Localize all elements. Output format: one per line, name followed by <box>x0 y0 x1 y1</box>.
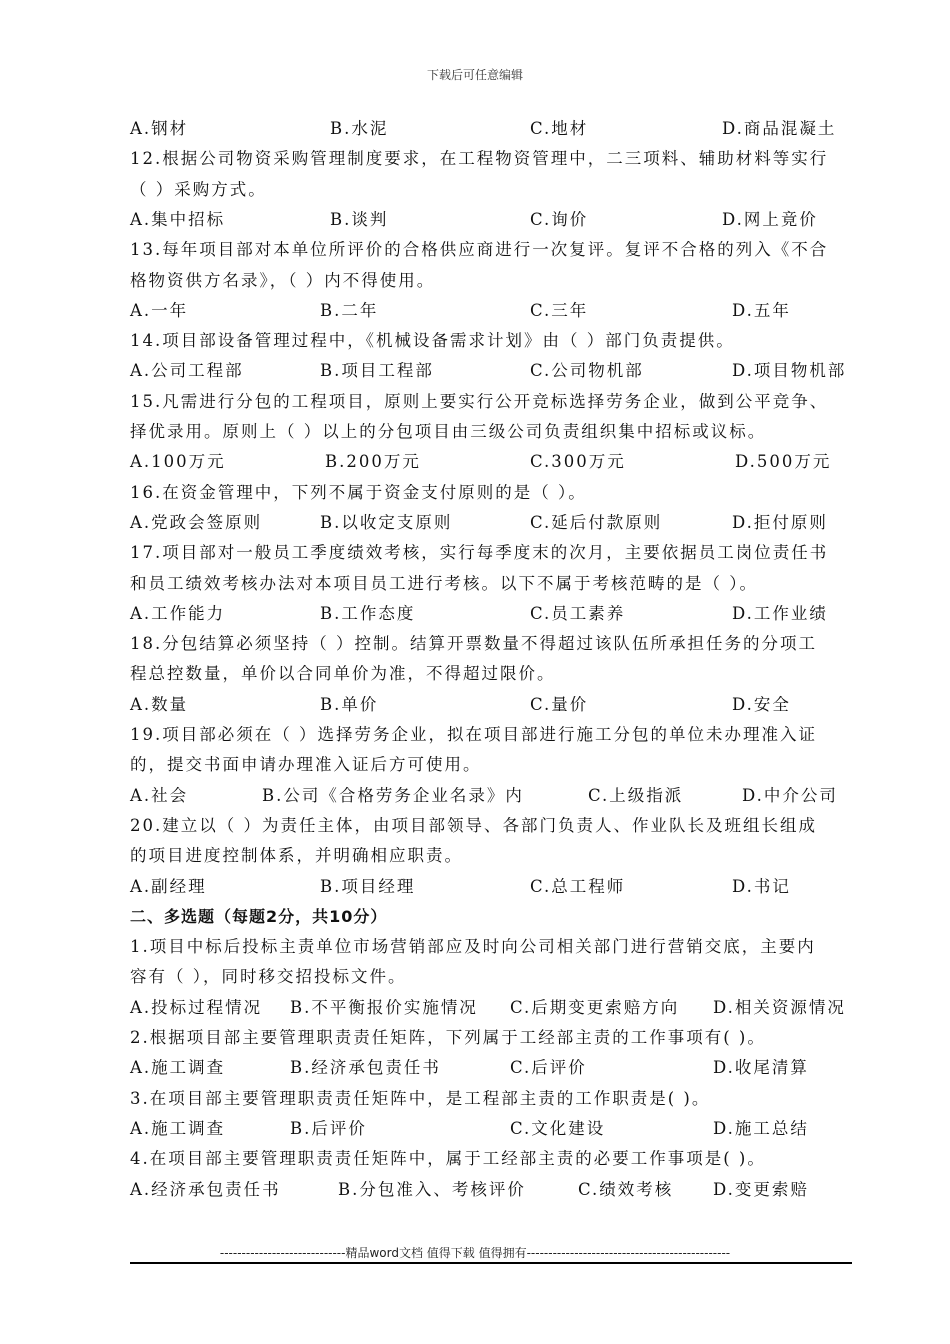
option-a: A.经济承包责任书 <box>130 1179 281 1199</box>
option-c: C.后评价 <box>510 1058 587 1078</box>
question-text: 1.项目中标后投标主责单位市场营销部应及时向公司相关部门进行营销交底，主要内 <box>130 937 816 957</box>
option-b: B.后评价 <box>290 1118 367 1138</box>
page-header: 下载后可任意编辑 <box>426 68 523 82</box>
option-d: D.商品混凝土 <box>722 119 837 138</box>
option-a: A.一年 <box>130 300 189 320</box>
question-text: 15.凡需进行分包的工程项目，原则上要实行公开竞标选择劳务企业，做到公平竞争、 <box>130 391 829 411</box>
option-b: B.分包准入、考核评价 <box>338 1179 526 1199</box>
question-text: 17.项目部对一般员工季度绩效考核，实行每季度末的次月，主要依据员工岗位责任书 <box>130 543 829 563</box>
question-text: 和员工绩效考核办法对本项目员工进行考核。以下不属于考核范畴的是（ ）。 <box>130 573 758 593</box>
option-c: C.公司物机部 <box>530 361 644 381</box>
question-text: 14.项目部设备管理过程中，《机械设备需求计划》由（ ）部门负责提供。 <box>130 331 735 351</box>
option-d: D.施工总结 <box>713 1118 809 1138</box>
option-b: B.200万元 <box>325 452 421 472</box>
question-text: 18.分包结算必须坚持（ ）控制。结算开票数量不得超过该队伍所承担任务的分项工 <box>130 634 817 654</box>
options-row <box>130 781 855 811</box>
footer-rule <box>130 1262 852 1264</box>
option-d: D.工作业绩 <box>732 603 828 623</box>
option-b: B.谈判 <box>330 209 389 229</box>
option-c: C.总工程师 <box>530 876 626 896</box>
option-a: A.投标过程情况 <box>130 997 263 1017</box>
option-a: A.100万元 <box>130 452 226 472</box>
option-a: A.钢材 <box>130 119 189 138</box>
option-d: D.中介公司 <box>742 785 838 805</box>
option-c: C.三年 <box>530 300 589 320</box>
option-c: C.后期变更索赔方向 <box>510 997 680 1017</box>
question-text: 程总控数量，单价以合同单价为准，不得超过限价。 <box>130 664 556 684</box>
option-c: C.300万元 <box>530 452 626 472</box>
options-row <box>130 447 855 477</box>
option-d: D.网上竟价 <box>722 209 818 229</box>
question-text: 3.在项目部主要管理职责责任矩阵中，是工程部主责的工作职责是( )。 <box>130 1088 711 1108</box>
option-d: D.项目物机部 <box>732 361 847 381</box>
options-row <box>130 114 855 144</box>
option-c: C.延后付款原则 <box>530 512 663 532</box>
option-d: D.相关资源情况 <box>713 997 846 1017</box>
question-text: 12.根据公司物资采购管理制度要求，在工程物资管理中，二三项料、辅助材料等实行 <box>130 149 829 169</box>
option-a: A.集中招标 <box>130 209 226 229</box>
option-b: B.水泥 <box>330 119 389 138</box>
options-row <box>130 599 855 629</box>
option-c: C.文化建设 <box>510 1118 606 1138</box>
options-row <box>130 508 855 538</box>
options-row <box>130 1114 855 1144</box>
options-row <box>130 1175 855 1205</box>
question-text: 2.根据项目部主要管理职责责任矩阵，下列属于工经部主责的工作事项有( )。 <box>130 1028 766 1047</box>
option-b: B.二年 <box>320 300 379 320</box>
question-text: 19.项目部必须在（ ）选择劳务企业，拟在项目部进行施工分包的单位未办理准入证 <box>130 725 817 744</box>
option-d: D.五年 <box>732 300 791 320</box>
option-b: B.工作态度 <box>320 603 416 623</box>
page-footer: -----------------------------精品word文档 值得下载 值得拥有----------------------------------------------- <box>219 1246 731 1260</box>
option-a: A.施工调查 <box>130 1118 226 1138</box>
question-text: 4.在项目部主要管理职责责任矩阵中，属于工经部主责的必要工作事项是( )。 <box>130 1149 766 1169</box>
option-b: B.单价 <box>320 694 379 714</box>
options-row <box>130 872 855 902</box>
option-b: B.经济承包责任书 <box>290 1058 441 1078</box>
option-d: D.拒付原则 <box>732 512 828 532</box>
question-text: （ ）采购方式。 <box>130 179 267 199</box>
option-d: D.安全 <box>732 694 791 714</box>
options-row <box>130 296 855 326</box>
option-c: C.员工素养 <box>530 603 626 623</box>
question-text: 格物资供方名录》，（ ）内不得使用。 <box>130 270 436 290</box>
option-b: B.公司《合格劳务企业名录》内 <box>262 785 524 805</box>
option-c: C.询价 <box>530 209 589 229</box>
option-c: C.量价 <box>530 694 589 714</box>
question-text: 的，提交书面申请办理准入证后方可使用。 <box>130 755 482 775</box>
options-row <box>130 1053 855 1083</box>
option-a: A.党政会签原则 <box>130 512 263 532</box>
option-d: D.变更索赔 <box>713 1179 809 1199</box>
question-text: 16.在资金管理中，下列不属于资金支付原则的是（ ）。 <box>130 482 587 502</box>
option-c: C.上级指派 <box>588 785 684 805</box>
option-c: C.绩效考核 <box>578 1179 674 1199</box>
option-a: A.施工调查 <box>130 1058 226 1078</box>
option-b: B.项目工程部 <box>320 361 434 381</box>
section-heading: 二、多选题（每题2分，共10分） <box>130 906 388 926</box>
question-text: 20.建立以（ ）为责任主体，由项目部领导、各部门负责人、作业队长及班组长组成 <box>130 815 817 835</box>
option-d: D.书记 <box>732 876 791 896</box>
option-a: A.工作能力 <box>130 603 226 623</box>
option-b: B.项目经理 <box>320 876 416 896</box>
options-row <box>130 205 855 235</box>
question-text: 容有（ ），同时移交招投标文件。 <box>130 967 407 987</box>
question-text: 13.每年项目部对本单位所评价的合格供应商进行一次复评。复评不合格的列入《不合 <box>130 240 829 260</box>
option-b: B.以收定支原则 <box>320 512 453 532</box>
option-d: D.500万元 <box>735 452 832 472</box>
option-a: A.社会 <box>130 785 189 805</box>
option-d: D.收尾清算 <box>713 1058 809 1078</box>
option-a: A.副经理 <box>130 876 207 896</box>
option-a: A.公司工程部 <box>130 361 244 381</box>
option-a: A.数量 <box>130 694 189 714</box>
option-c: C.地材 <box>530 119 589 138</box>
options-row <box>130 356 855 386</box>
question-text: 择优录用。原则上（ ）以上的分包项目由三级公司负责组织集中招标或议标。 <box>130 422 767 441</box>
options-row <box>130 993 855 1023</box>
question-text: 的项目进度控制体系，并明确相应职责。 <box>130 846 463 866</box>
option-b: B.不平衡报价实施情况 <box>290 997 478 1017</box>
options-row <box>130 690 855 720</box>
